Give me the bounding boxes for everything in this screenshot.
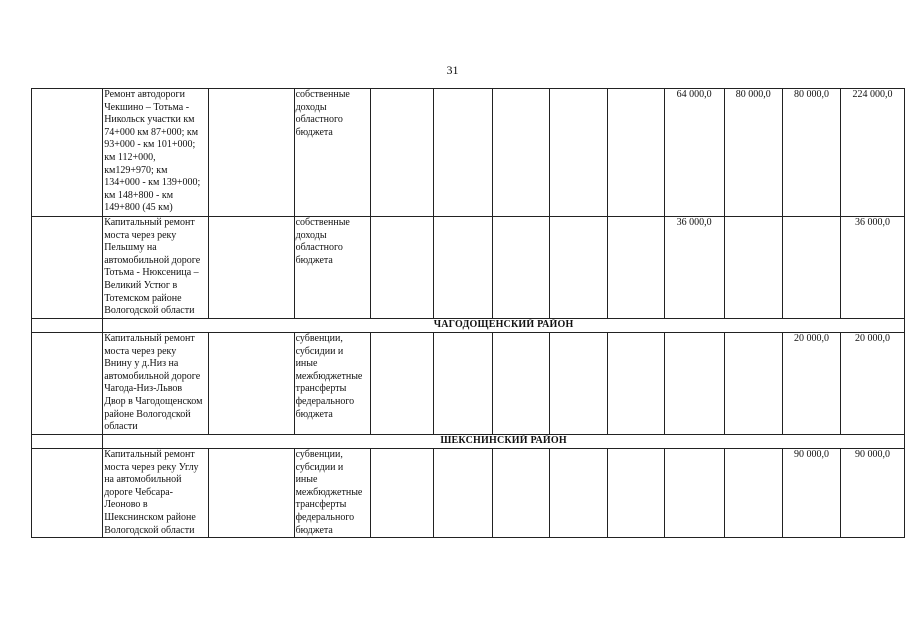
funding-source: собственные доходы областного бюджета [294,89,371,217]
project-description: Капитальный ремонт моста через реку Внину у д.Низ на автомобильной дороге Чагода-Низ-Львов Двор в Чагодощенском районе Вологодской области [103,333,209,435]
row-number-cell [32,333,103,435]
value-cell: 36 000,0 [664,217,724,319]
value-cell [724,449,782,538]
row-number-cell [32,89,103,217]
value-cell [371,89,434,217]
empty-cell [209,217,294,319]
value-cell: 64 000,0 [664,89,724,217]
value-cell [371,449,434,538]
table-row [32,333,905,435]
district-heading: ШЕКСНИНСКИЙ РАЙОН [103,435,905,449]
total-cell: 36 000,0 [841,217,905,319]
value-cell [433,333,492,435]
total-cell: 90 000,0 [841,449,905,538]
empty-cell [209,449,294,538]
value-cell [549,449,607,538]
value-cell: 80 000,0 [724,89,782,217]
funding-source: собственные доходы областного бюджета [294,217,371,319]
value-cell: 80 000,0 [782,89,840,217]
project-description: Капитальный ремонт моста через реку Пельшму на автомобильной дороге Тотьма - Нюксеница – Великий Устюг в Тотемском районе Вологодской области [103,217,209,319]
total-cell: 20 000,0 [841,333,905,435]
value-cell [724,217,782,319]
value-cell [607,449,664,538]
value-cell [492,217,549,319]
value-cell [607,333,664,435]
funding-source: субвенции, субсидии и иные межбюджетные трансферты федерального бюджета [294,449,371,538]
funding-source: субвенции, субсидии и иные межбюджетные трансферты федерального бюджета [294,333,371,435]
row-number-cell [32,449,103,538]
project-description: Ремонт автодороги Чекшино – Тотьма - Никольск участки км 74+000 км 87+000; км 93+000 - км 101+000; км 112+000, км129+970; км 134+000 - км 139+000; км 148+800 - км 149+800 (45 км) [103,89,209,217]
value-cell [492,449,549,538]
project-description: Капитальный ремонт моста через реку Углу на автомобильной дороге Чебсара- Леоново в Шекснинском районе Вологодской области [103,449,209,538]
value-cell [433,217,492,319]
district-heading: ЧАГОДОЩЕНСКИЙ РАЙОН [103,319,905,333]
value-cell [492,333,549,435]
value-cell [664,449,724,538]
row-number-cell [32,217,103,319]
empty-cell [209,333,294,435]
value-cell [433,449,492,538]
value-cell [607,89,664,217]
value-cell [549,217,607,319]
value-cell: 20 000,0 [782,333,840,435]
row-number-cell [32,435,103,449]
value-cell [492,89,549,217]
district-row [32,435,905,449]
value-cell [549,89,607,217]
table-row [32,217,905,319]
total-cell: 224 000,0 [841,89,905,217]
table-row [32,449,905,538]
value-cell [724,333,782,435]
value-cell [549,333,607,435]
value-cell [607,217,664,319]
budget-table [31,88,905,538]
value-cell [433,89,492,217]
value-cell [664,333,724,435]
page-number: 31 [446,63,459,77]
value-cell: 90 000,0 [782,449,840,538]
empty-cell [209,89,294,217]
value-cell [371,333,434,435]
value-cell [782,217,840,319]
value-cell [371,217,434,319]
row-number-cell [32,319,103,333]
table-row [32,89,905,217]
district-row [32,319,905,333]
